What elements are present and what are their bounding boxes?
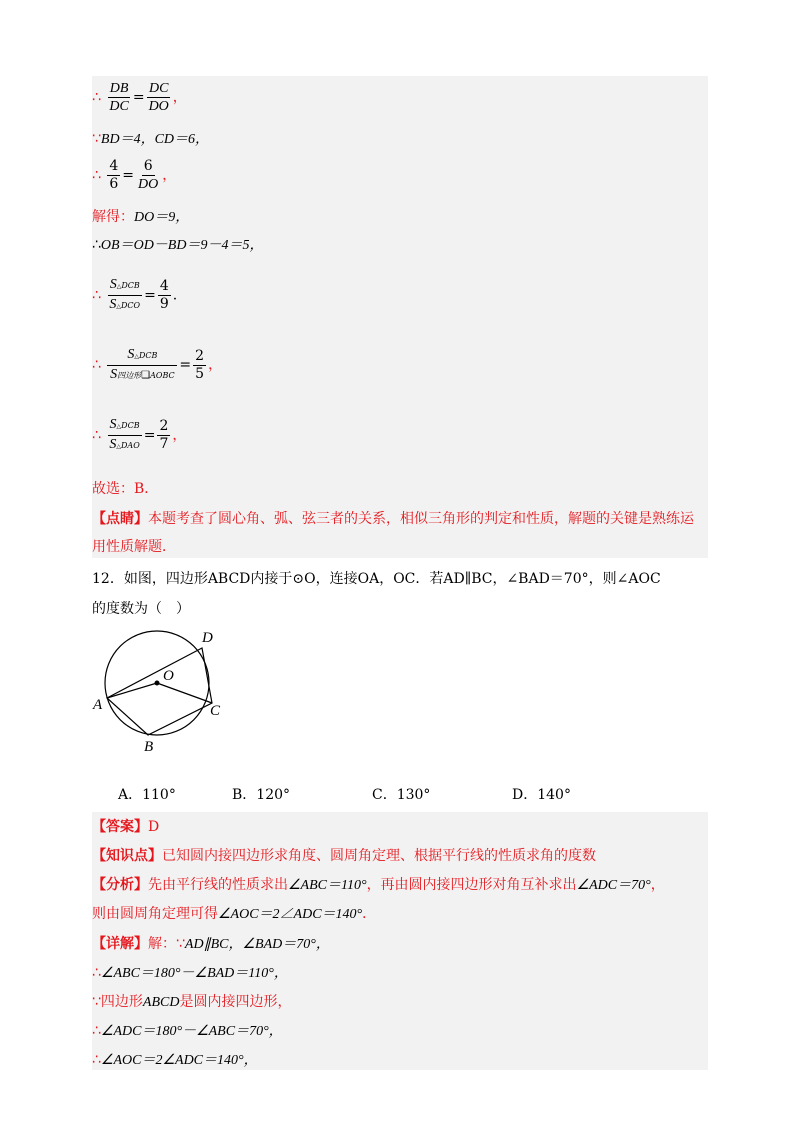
segment-oc <box>157 683 212 703</box>
label-a: A <box>93 697 103 713</box>
fraction-dc-do: $\frac{DC}{DO}$ <box>148 81 169 114</box>
analysis-tag: 【分析】 <box>92 877 148 893</box>
analysis-line-1: 【分析】先由平行线的性质求出∠ABC＝110°，再由圆内接四边形对角互补求出∠ADC＝70°， <box>92 877 665 893</box>
step-2-line <box>92 130 209 149</box>
center-point <box>155 681 160 686</box>
circle-figure <box>90 625 240 755</box>
knowledge-point-tag: 【知识点】 <box>92 848 162 864</box>
step-4-line <box>92 208 189 227</box>
step-6-line: ∴ $\frac{\text{S△DCB}}{\text{S△DCO}}$ = $\frac{4}{9}$ . <box>92 276 177 315</box>
detail-line-2: ∴∠ABC＝180°－∠BAD＝110°， <box>92 965 288 981</box>
fraction-area-dcb-dao: $\frac{\text{S△DCB}}{\text{S△DAO}}$ <box>109 417 140 452</box>
label-b: B <box>144 739 154 755</box>
fraction-area-dcb-dco: $\frac{\text{S△DCB}}{\text{S△DCO}}$ <box>109 277 141 312</box>
step-3-line: ∴ $\frac{4}{6}$ = $\frac{6}{DO}$ ， <box>92 158 177 192</box>
step-7-line: ∴ $\frac{\text{S△DCB}}{\text{S四边形❑AOBC}}$ = $\frac{2}{5}$ ， <box>92 347 223 382</box>
detail-line-3: ∵四边形ABCD是圆内接四边形， <box>92 994 292 1010</box>
fraction-4-6: $\frac{4}{6}$ <box>109 158 119 192</box>
knowledge-point-line <box>92 847 596 865</box>
analysis-line-2: 则由圆周角定理可得∠AOC＝2∠ADC＝140°． <box>92 906 377 922</box>
answer-line <box>92 818 159 836</box>
option-d: D．140° <box>512 787 571 803</box>
label-d: D <box>202 630 213 646</box>
answer-tag: 【答案】 <box>92 819 148 835</box>
detail-tag: 【详解】 <box>92 936 148 952</box>
knowledge-point-text: 已知圆内接四边形求角度、圆周角定理、根据平行线的性质求角的度数 <box>162 848 596 864</box>
comment-line-2: 用性质解题． <box>92 539 176 555</box>
fraction-db-dc: $\frac{DB}{DC}$ <box>109 81 129 114</box>
question-line-1: 12．如图，四边形ABCD内接于⊙O，连接OA，OC．若AD∥BC，∠BAD＝70°，则∠AOC <box>92 571 661 587</box>
label-c: C <box>210 703 221 719</box>
fraction-6-do: $\frac{6}{DO}$ <box>138 158 159 192</box>
therefore-symbol: ∴ <box>92 167 101 184</box>
choose-line: 故选：B． <box>92 481 159 497</box>
step-8-line: ∴ $\frac{\text{S△DCB}}{\text{S△DAO}}$ = $\frac{2}{7}$ ， <box>92 416 186 455</box>
detail-line-5: ∴∠AOC＝2∠ADC＝140°， <box>92 1052 258 1068</box>
comment-text-1: 本题考查了圆心角、弧、弦三者的关系，相似三角形的判定和性质，解题的关键是熟练运 <box>148 511 694 527</box>
detail-line-4: ∴∠ADC＝180°－∠ABC＝70°， <box>92 1023 283 1039</box>
step-4-text: DO＝9， <box>134 210 190 225</box>
fraction-area-dcb-aobc: $\frac{\text{S△DCB}}{\text{S四边形❑AOBC}}$ <box>107 346 177 384</box>
question-line-2: 的度数为（ ） <box>92 601 190 617</box>
step-5-line <box>92 236 263 255</box>
option-b: B．120° <box>232 787 291 803</box>
therefore-symbol: ∴ <box>92 357 101 373</box>
option-c: C．130° <box>372 787 431 803</box>
therefore-symbol: ∴ <box>92 89 101 106</box>
because-symbol: ∵ <box>92 131 101 147</box>
comment-tag: 【点睛】 <box>92 511 148 527</box>
therefore-symbol: ∴ <box>92 237 101 253</box>
fraction-4-9: $\frac{4}{9}$ <box>159 278 169 312</box>
fraction-2-7: $\frac{2}{7}$ <box>159 418 169 452</box>
therefore-symbol: ∴ <box>92 287 101 304</box>
fraction-2-5: $\frac{2}{5}$ <box>195 347 205 382</box>
step-1-line: ∴ $\frac{DB}{DC}$ = $\frac{DC}{DO}$ ， <box>92 81 187 114</box>
step-2-text: BD＝4，CD＝6， <box>100 132 210 147</box>
step-5-text: OB＝OD－BD＝9－4＝5， <box>100 238 264 253</box>
comment-line-1 <box>92 510 694 528</box>
solve-label: 解得： <box>92 209 134 225</box>
therefore-symbol: ∴ <box>92 427 101 444</box>
detail-line-1: 【详解】解：∵AD∥BC，∠BAD＝70°， <box>92 936 330 952</box>
answer-value: D <box>148 819 160 835</box>
option-a: A．110° <box>118 787 176 803</box>
label-o: O <box>163 668 174 684</box>
